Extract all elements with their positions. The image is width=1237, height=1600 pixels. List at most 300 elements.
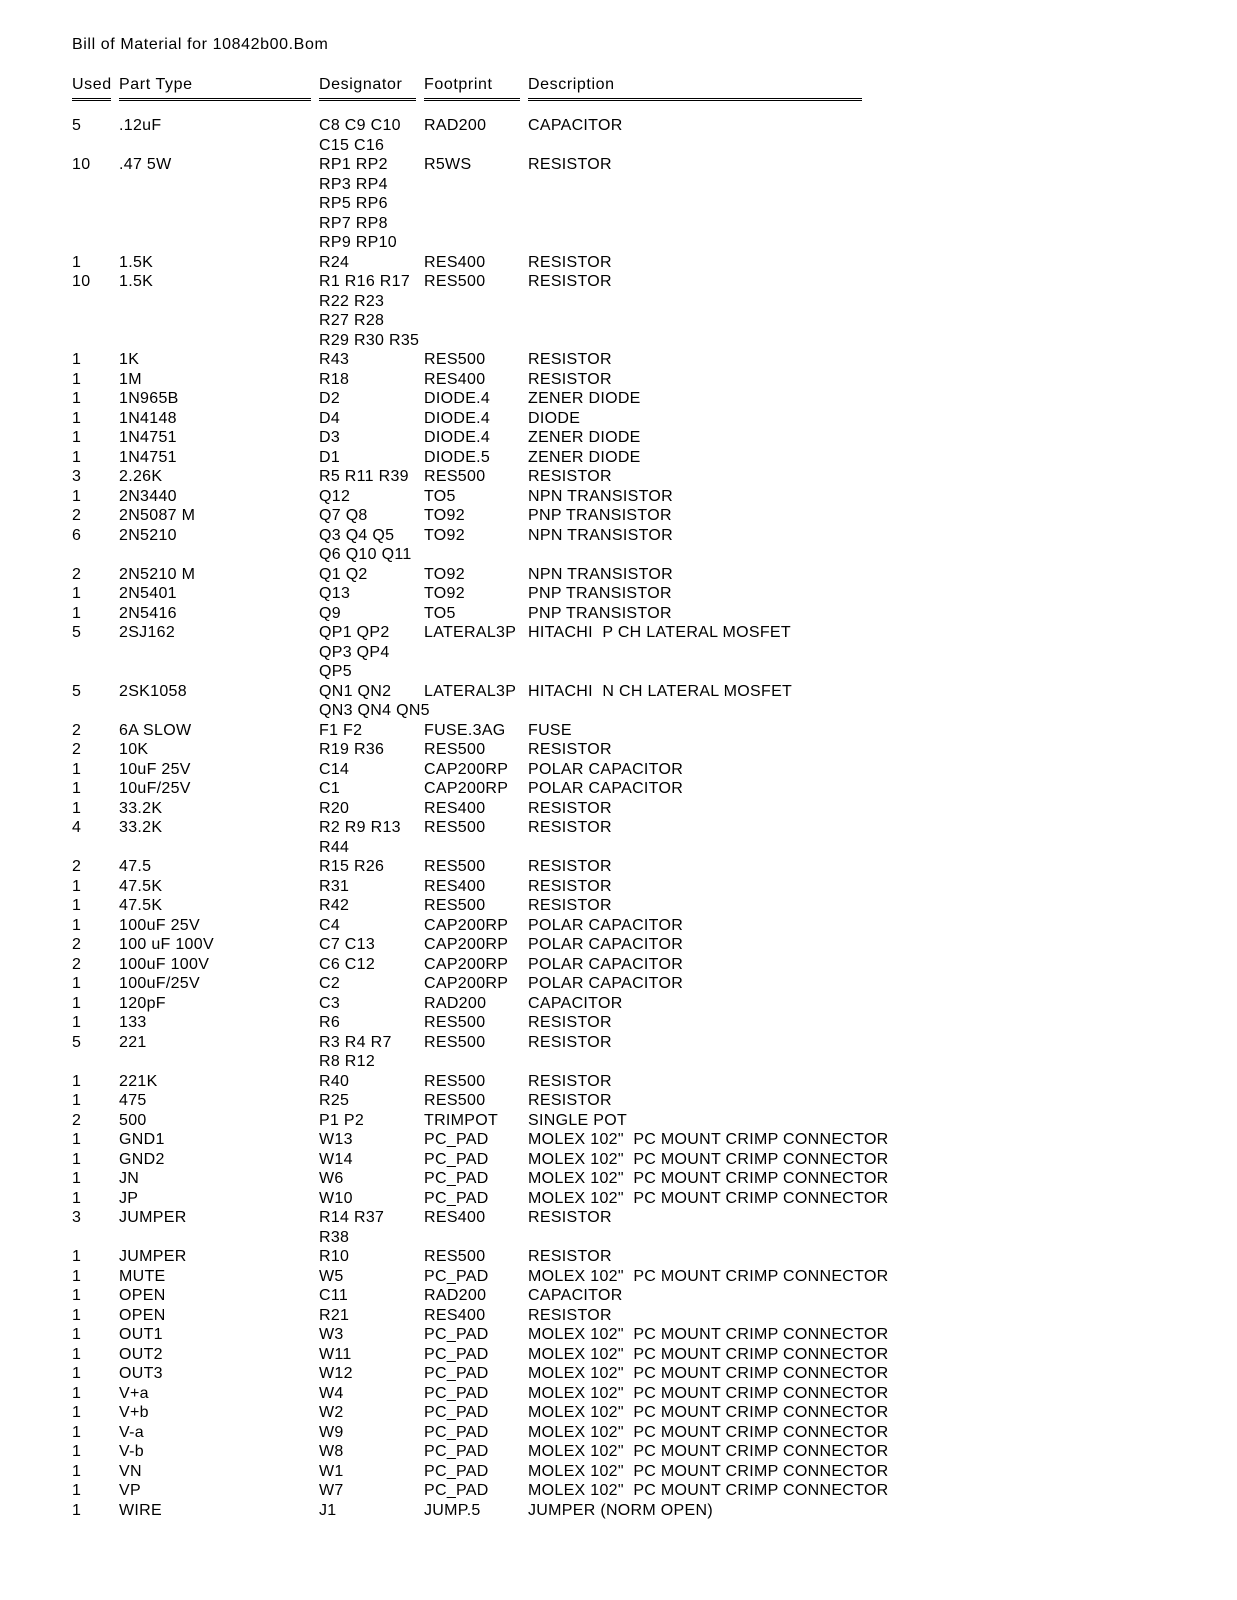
cell-used: 1 (72, 1150, 82, 1168)
cell-footprint: PC_PAD (424, 1170, 489, 1187)
table-row (72, 506, 672, 526)
cell-designator: W12 (319, 1365, 353, 1382)
cell-designator: W11 (319, 1345, 352, 1363)
cell-used: 1 (72, 916, 82, 934)
cell-description: MOLEX 102" PC MOUNT CRIMP CONNECTOR (528, 1482, 889, 1499)
cell-designator: RP3 RP4 (319, 175, 388, 193)
cell-used: 1 (72, 351, 82, 368)
cell-designator: R19 R36 (319, 741, 385, 758)
cell-used: 1 (72, 799, 82, 817)
cell-part-type: V-a (119, 1423, 144, 1441)
cell-footprint: RES500 (424, 1033, 486, 1051)
cell-designator: C11 (319, 1287, 349, 1304)
cell-designator: R10 (319, 1248, 350, 1265)
cell-designator: C14 (319, 760, 350, 778)
cell-part-type: 475 (119, 1092, 147, 1109)
table-row (72, 1208, 612, 1228)
cell-description: MOLEX 102" PC MOUNT CRIMP CONNECTOR (528, 1365, 889, 1382)
cell-description: CAPACITOR (528, 994, 623, 1012)
cell-footprint: RES500 (424, 897, 486, 914)
table-row (72, 1247, 612, 1267)
table-row (72, 1130, 889, 1150)
table-row (72, 272, 612, 292)
cell-used: 2 (72, 1111, 82, 1129)
cell-designator: R24 (319, 253, 350, 271)
cell-designator: W9 (319, 1423, 344, 1441)
cell-part-type: 2N5087 M (119, 507, 196, 524)
cell-used: 3 (72, 468, 82, 485)
cell-description: HITACHI N CH LATERAL MOSFET (528, 682, 793, 700)
cell-description: ZENER DIODE (528, 429, 641, 446)
cell-designator: R6 (319, 1014, 341, 1031)
table-row (72, 428, 641, 448)
cell-designator: QN1 QN2 (319, 682, 392, 700)
cell-designator: C6 C12 (319, 955, 376, 973)
cell-used: 1 (72, 897, 82, 914)
cell-designator: QP3 QP4 (319, 643, 390, 661)
cell-part-type: 1N4148 (119, 409, 177, 427)
cell-part-type: 10uF/25V (119, 780, 191, 797)
table-row (72, 545, 412, 565)
cell-used: 1 (72, 1462, 82, 1480)
cell-designator: W3 (319, 1326, 344, 1343)
cell-footprint: PC_PAD (424, 1267, 489, 1285)
cell-description: RESISTOR (528, 370, 612, 388)
cell-footprint: DIODE.5 (424, 448, 491, 466)
table-row (72, 584, 672, 604)
cell-designator: W2 (319, 1404, 344, 1421)
cell-footprint: RES400 (424, 1306, 486, 1324)
cell-designator: R5 R11 R39 (319, 468, 409, 485)
cell-designator: R38 (319, 1228, 350, 1246)
cell-designator: W6 (319, 1170, 344, 1187)
cell-part-type: GND1 (119, 1131, 165, 1148)
table-row (72, 1033, 612, 1053)
cell-used: 1 (72, 975, 82, 992)
cell-designator: QN3 QN4 QN5 (319, 702, 430, 719)
table-row (72, 643, 390, 663)
cell-used: 1 (72, 877, 82, 895)
table-row (72, 1423, 889, 1443)
cell-designator: P1 P2 (319, 1111, 365, 1129)
cell-part-type: GND2 (119, 1150, 165, 1168)
cell-part-type: 2N3440 (119, 487, 177, 505)
cell-description: NPN TRANSISTOR (528, 565, 673, 583)
cell-description: POLAR CAPACITOR (528, 936, 684, 953)
cell-description: RESISTOR (528, 1209, 612, 1226)
table-row (72, 1150, 889, 1170)
cell-designator: Q3 Q4 Q5 (319, 526, 395, 544)
table-row (72, 1091, 612, 1111)
cell-footprint: RAD200 (424, 994, 487, 1012)
cell-designator: R2 R9 R13 (319, 819, 401, 836)
cell-used: 5 (72, 682, 82, 700)
cell-footprint: RES400 (424, 799, 486, 817)
table-row (72, 1072, 612, 1092)
table-row (72, 292, 385, 312)
cell-part-type: JUMPER (119, 1209, 187, 1226)
cell-part-type: .47 5W (119, 156, 172, 173)
table-row (72, 331, 420, 351)
cell-designator: RP7 RP8 (319, 214, 388, 232)
cell-designator: R40 (319, 1072, 350, 1090)
cell-description: RESISTOR (528, 1248, 612, 1265)
cell-used: 1 (72, 1287, 82, 1304)
cell-footprint: PC_PAD (424, 1423, 489, 1441)
cell-part-type: 100uF 100V (119, 955, 210, 973)
cell-description: POLAR CAPACITOR (528, 975, 684, 992)
cell-footprint: TRIMPOT (424, 1111, 499, 1129)
table-row (72, 857, 612, 877)
cell-used: 4 (72, 819, 82, 836)
table-row (72, 1345, 889, 1365)
table-row (72, 1442, 889, 1462)
cell-footprint: RES500 (424, 1014, 486, 1031)
cell-used: 1 (72, 760, 82, 778)
cell-part-type: 1N4751 (119, 429, 177, 446)
cell-description: RESISTOR (528, 468, 612, 485)
cell-footprint: RES500 (424, 741, 486, 758)
header-part-type: Part Type (119, 76, 193, 93)
cell-used: 1 (72, 585, 82, 602)
cell-description: MOLEX 102" PC MOUNT CRIMP CONNECTOR (528, 1345, 889, 1363)
cell-designator: Q12 (319, 487, 351, 505)
header-description: Description (528, 76, 615, 93)
cell-description: RESISTOR (528, 351, 612, 368)
cell-part-type: 33.2K (119, 819, 163, 836)
cell-designator: QP5 (319, 663, 352, 680)
table-row (72, 311, 385, 331)
cell-used: 1 (72, 1384, 82, 1402)
underline-description (528, 98, 862, 101)
table-row (72, 721, 572, 741)
cell-designator: R15 R26 (319, 858, 385, 875)
table-row (72, 1364, 889, 1384)
cell-part-type: 100uF/25V (119, 975, 200, 992)
cell-footprint: CAP200RP (424, 780, 509, 797)
cell-designator: R43 (319, 351, 350, 368)
table-row (72, 1052, 376, 1072)
underline-part-type (119, 98, 311, 101)
cell-footprint: PC_PAD (424, 1404, 489, 1421)
cell-used: 3 (72, 1209, 82, 1226)
cell-used: 1 (72, 429, 82, 446)
cell-part-type: OUT2 (119, 1345, 163, 1363)
cell-description: MOLEX 102" PC MOUNT CRIMP CONNECTOR (528, 1170, 889, 1187)
cell-designator: RP9 RP10 (319, 234, 397, 251)
cell-part-type: 47.5 (119, 858, 152, 875)
cell-footprint: CAP200RP (424, 955, 509, 973)
cell-designator: R25 (319, 1092, 350, 1109)
cell-designator: W13 (319, 1131, 353, 1148)
cell-description: POLAR CAPACITOR (528, 916, 684, 934)
cell-part-type: 2SJ162 (119, 624, 176, 641)
cell-used: 1 (72, 253, 82, 271)
table-row (72, 779, 684, 799)
table-row (72, 623, 791, 643)
table-row (72, 214, 388, 234)
cell-footprint: FUSE.3AG (424, 721, 506, 739)
cell-description: ZENER DIODE (528, 390, 641, 407)
table-row (72, 155, 612, 175)
cell-part-type: OUT1 (119, 1326, 163, 1343)
table-row (72, 935, 684, 955)
cell-used: 1 (72, 1248, 82, 1265)
cell-designator: R22 R23 (319, 292, 385, 310)
cell-used: 1 (72, 1365, 82, 1382)
cell-designator: D3 (319, 429, 341, 446)
cell-footprint: CAP200RP (424, 760, 509, 778)
cell-designator: QP1 QP2 (319, 624, 390, 641)
cell-part-type: 221 (119, 1033, 147, 1051)
cell-used: 1 (72, 604, 82, 622)
cell-designator: R29 R30 R35 (319, 331, 420, 349)
cell-footprint: PC_PAD (424, 1150, 489, 1168)
cell-part-type: VP (119, 1482, 141, 1499)
cell-footprint: PC_PAD (424, 1326, 489, 1343)
cell-designator: W7 (319, 1482, 344, 1499)
cell-description: ZENER DIODE (528, 448, 641, 466)
table-row (72, 818, 612, 838)
cell-designator: D4 (319, 409, 341, 427)
cell-designator: R18 (319, 370, 350, 388)
cell-designator: D2 (319, 390, 341, 407)
cell-part-type: V+a (119, 1384, 149, 1402)
cell-description: PNP TRANSISTOR (528, 585, 672, 602)
table-row (72, 1384, 889, 1404)
cell-footprint: RAD200 (424, 1287, 487, 1304)
table-row (72, 487, 673, 507)
cell-used: 1 (72, 448, 82, 466)
cell-description: RESISTOR (528, 273, 612, 290)
table-row (72, 877, 612, 897)
cell-used: 1 (72, 487, 82, 505)
cell-designator: W4 (319, 1384, 344, 1402)
table-row (72, 253, 612, 273)
cell-part-type: 33.2K (119, 799, 163, 817)
cell-part-type: 133 (119, 1014, 147, 1031)
cell-footprint: TO92 (424, 526, 465, 544)
cell-description: HITACHI P CH LATERAL MOSFET (528, 624, 791, 641)
cell-description: POLAR CAPACITOR (528, 955, 684, 973)
cell-used: 5 (72, 1033, 82, 1051)
cell-footprint: PC_PAD (424, 1189, 489, 1207)
cell-designator: W10 (319, 1189, 353, 1207)
cell-description: RESISTOR (528, 1014, 612, 1031)
cell-designator: C3 (319, 994, 341, 1012)
cell-used: 6 (72, 526, 82, 544)
cell-designator: Q1 Q2 (319, 565, 368, 583)
cell-used: 2 (72, 858, 82, 875)
table-body (72, 116, 889, 1520)
cell-description: CAPACITOR (528, 1287, 623, 1304)
cell-designator: R42 (319, 897, 350, 914)
cell-used: 1 (72, 1326, 82, 1343)
cell-footprint: RES500 (424, 1248, 486, 1265)
cell-designator: R21 (319, 1306, 350, 1324)
cell-part-type: 221K (119, 1072, 158, 1090)
cell-used: 5 (72, 117, 82, 134)
cell-description: FUSE (528, 721, 572, 739)
cell-description: MOLEX 102" PC MOUNT CRIMP CONNECTOR (528, 1189, 889, 1207)
cell-used: 1 (72, 1072, 82, 1090)
table-row (72, 1267, 889, 1287)
cell-part-type: 1N4751 (119, 448, 177, 466)
cell-part-type: 2N5401 (119, 585, 177, 602)
cell-description: MOLEX 102" PC MOUNT CRIMP CONNECTOR (528, 1443, 889, 1460)
cell-footprint: PC_PAD (424, 1462, 489, 1480)
cell-part-type: V+b (119, 1404, 149, 1421)
cell-description: RESISTOR (528, 897, 612, 914)
cell-used: 1 (72, 1131, 82, 1148)
cell-designator: Q9 (319, 604, 341, 622)
cell-designator: R31 (319, 877, 350, 895)
table-row (72, 916, 684, 936)
cell-part-type: OPEN (119, 1287, 166, 1304)
cell-designator: W8 (319, 1443, 344, 1460)
cell-footprint: TO92 (424, 507, 465, 524)
table-row (72, 701, 430, 721)
cell-used: 10 (72, 273, 91, 290)
cell-designator: R44 (319, 838, 350, 856)
cell-footprint: RES500 (424, 858, 486, 875)
cell-description: MOLEX 102" PC MOUNT CRIMP CONNECTOR (528, 1384, 889, 1402)
cell-used: 1 (72, 1267, 82, 1285)
cell-description: PNP TRANSISTOR (528, 507, 672, 524)
cell-part-type: 2N5210 M (119, 565, 196, 583)
table-row (72, 448, 641, 468)
table-row (72, 896, 612, 916)
cell-part-type: 6A SLOW (119, 721, 192, 739)
cell-part-type: 2N5210 (119, 526, 177, 544)
cell-footprint: PC_PAD (424, 1482, 489, 1499)
cell-footprint: RES400 (424, 1209, 486, 1226)
cell-description: RESISTOR (528, 253, 612, 271)
cell-used: 1 (72, 1092, 82, 1109)
cell-footprint: PC_PAD (424, 1384, 489, 1402)
table-row (72, 1228, 350, 1248)
cell-description: MOLEX 102" PC MOUNT CRIMP CONNECTOR (528, 1326, 889, 1343)
cell-footprint: TO5 (424, 487, 456, 505)
cell-description: RESISTOR (528, 799, 612, 817)
cell-part-type: 10K (119, 741, 149, 758)
cell-used: 5 (72, 624, 82, 641)
cell-footprint: CAP200RP (424, 916, 509, 934)
cell-part-type: 100 uF 100V (119, 936, 214, 953)
cell-description: RESISTOR (528, 741, 612, 758)
cell-designator: R14 R37 (319, 1209, 385, 1226)
table-row (72, 1306, 612, 1326)
document-title: Bill of Material for 10842b00.Bom (72, 36, 329, 53)
cell-part-type: OPEN (119, 1306, 166, 1324)
cell-description: RESISTOR (528, 1092, 612, 1109)
cell-footprint: JUMP.5 (424, 1501, 481, 1519)
cell-used: 2 (72, 741, 82, 758)
cell-used: 2 (72, 936, 82, 953)
cell-used: 1 (72, 1014, 82, 1031)
cell-footprint: LATERAL3P (424, 682, 517, 700)
table-row (72, 994, 623, 1014)
cell-description: POLAR CAPACITOR (528, 760, 684, 778)
cell-footprint: CAP200RP (424, 936, 509, 953)
cell-description: RESISTOR (528, 1072, 612, 1090)
cell-designator: J1 (319, 1501, 337, 1519)
underline-footprint (424, 98, 520, 101)
table-row (72, 955, 684, 975)
cell-description: RESISTOR (528, 877, 612, 895)
cell-used: 1 (72, 1443, 82, 1460)
cell-footprint: RES400 (424, 370, 486, 388)
table-row (72, 350, 612, 370)
cell-used: 1 (72, 370, 82, 388)
cell-part-type: OUT3 (119, 1365, 163, 1382)
cell-used: 10 (72, 156, 91, 173)
table-row (72, 194, 388, 214)
cell-part-type: MUTE (119, 1267, 166, 1285)
cell-footprint: DIODE.4 (424, 409, 491, 427)
cell-designator: R1 R16 R17 (319, 273, 411, 290)
cell-part-type: 100uF 25V (119, 916, 200, 934)
cell-designator: C15 C16 (319, 136, 385, 154)
cell-part-type: 1.5K (119, 253, 154, 271)
cell-footprint: RAD200 (424, 117, 487, 134)
header-designator: Designator (319, 76, 403, 93)
cell-designator: F1 F2 (319, 721, 363, 739)
cell-used: 1 (72, 780, 82, 797)
cell-part-type: V-b (119, 1443, 144, 1460)
cell-designator: C2 (319, 975, 341, 992)
table-row (72, 1325, 889, 1345)
table-row (72, 1189, 889, 1209)
cell-description: RESISTOR (528, 156, 612, 173)
cell-part-type: 120pF (119, 994, 166, 1012)
underline-used (72, 98, 111, 101)
cell-designator: R3 R4 R7 (319, 1033, 392, 1051)
table-row (72, 233, 397, 253)
cell-footprint: TO92 (424, 585, 465, 602)
table-row (72, 116, 623, 136)
cell-description: MOLEX 102" PC MOUNT CRIMP CONNECTOR (528, 1404, 889, 1421)
table-header-row (72, 75, 615, 95)
cell-footprint: PC_PAD (424, 1365, 489, 1382)
cell-used: 2 (72, 507, 82, 524)
cell-footprint: RES500 (424, 351, 486, 368)
cell-part-type: 47.5K (119, 897, 163, 914)
table-row (72, 682, 793, 702)
cell-designator: R20 (319, 799, 350, 817)
cell-description: RESISTOR (528, 819, 612, 836)
bom-table (72, 75, 889, 1520)
table-row (72, 389, 641, 409)
cell-used: 1 (72, 1423, 82, 1441)
cell-description: RESISTOR (528, 1033, 612, 1051)
table-row (72, 604, 672, 624)
cell-footprint: PC_PAD (424, 1443, 489, 1460)
cell-used: 1 (72, 1345, 82, 1363)
cell-used: 2 (72, 721, 82, 739)
table-row (72, 1013, 612, 1033)
cell-designator: C8 C9 C10 (319, 117, 401, 134)
cell-part-type: 2SK1058 (119, 682, 187, 700)
cell-used: 1 (72, 1501, 82, 1519)
table-row (72, 740, 612, 760)
table-row (72, 1501, 713, 1521)
table-row (72, 175, 388, 195)
cell-part-type: 10uF 25V (119, 760, 191, 778)
cell-footprint: DIODE.4 (424, 429, 491, 446)
table-row (72, 1286, 623, 1306)
cell-description: DIODE (528, 409, 581, 427)
